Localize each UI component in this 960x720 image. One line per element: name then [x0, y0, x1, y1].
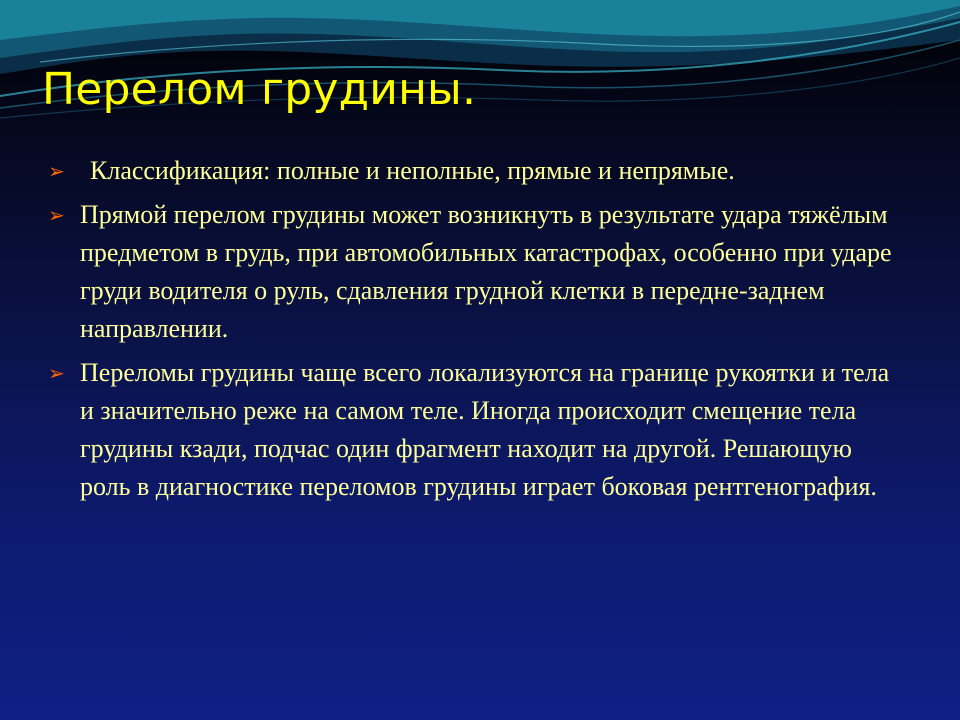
bullet-text: Прямой перелом грудины может возникнуть в результате удара тяжёлым предметом в грудь, при автомобильных катастрофах, особенно при ударе груди водителя о руль, сдавления грудной клетки в передне-заднем направлении. [80, 200, 892, 343]
bullet-text: Классификация: полные и неполные, прямые и непрямые. [90, 156, 735, 185]
chevron-arrow-icon: ➢ [48, 159, 65, 183]
bullet-text: Переломы грудины чаще всего локализуются на границе рукоятки и тела и значительно реже на самом теле. Иногда происходит смещение тела грудины кзади, подчас один фрагмент находит на другой. Решающую роль в диагностике переломов грудины играет боковая рентгенография. [80, 358, 890, 501]
chevron-arrow-icon: ➢ [48, 203, 65, 227]
chevron-arrow-icon: ➢ [48, 361, 65, 385]
bullet-item [48, 354, 908, 506]
bullet-list [48, 152, 908, 512]
bullet-item [48, 196, 908, 348]
bullet-item [48, 152, 908, 190]
slide-title: Перелом грудины. [42, 64, 477, 115]
